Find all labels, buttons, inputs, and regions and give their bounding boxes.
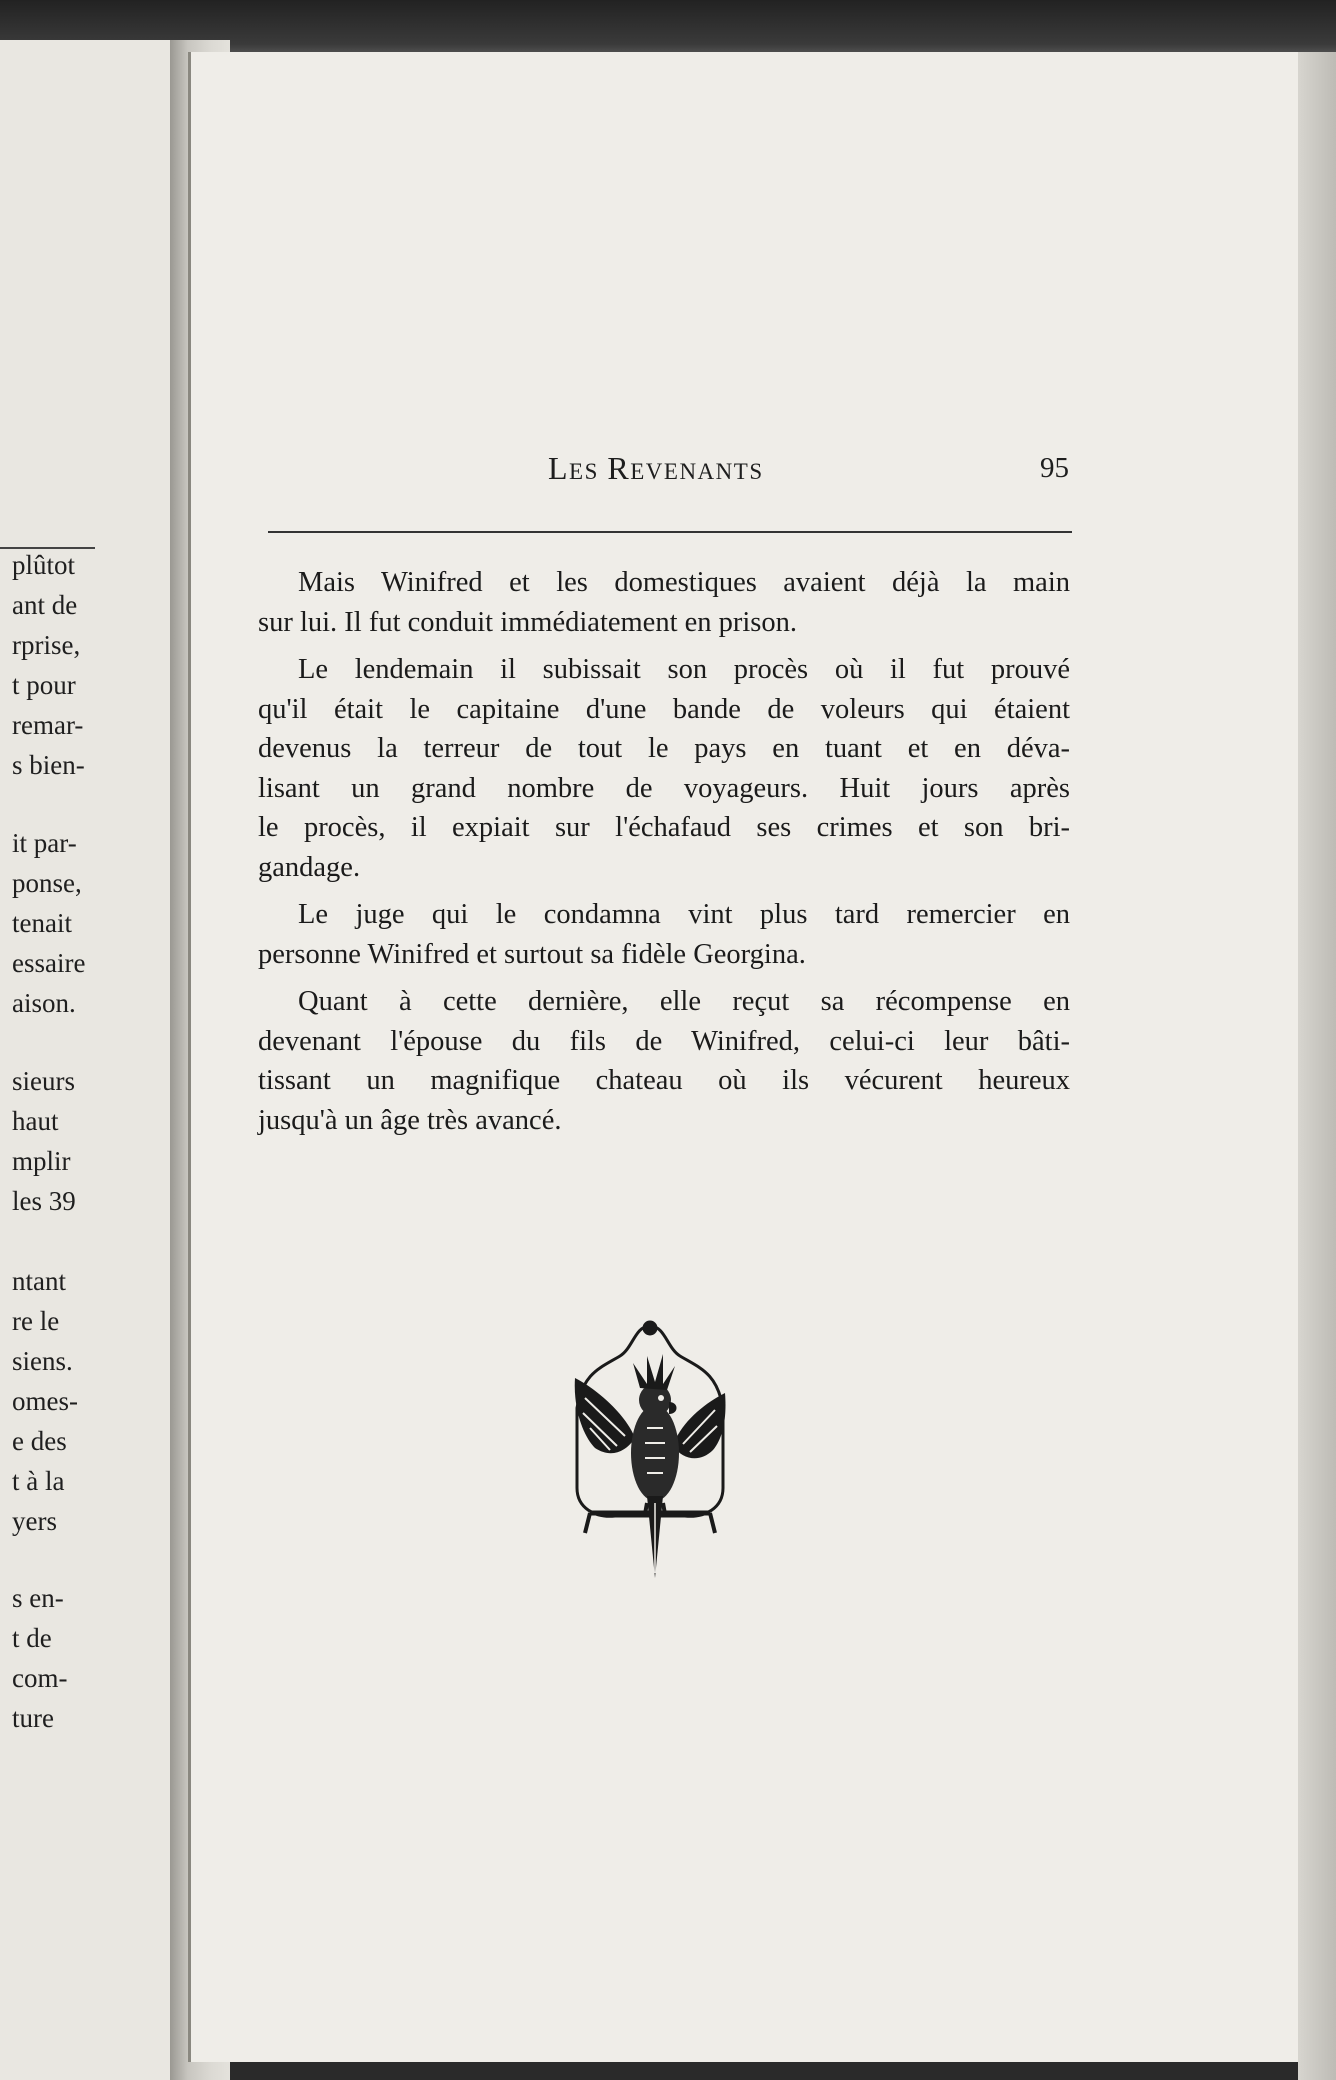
previous-page-line-fragment: t à la	[12, 1466, 65, 1496]
previous-page-line-fragment: ntant	[12, 1266, 66, 1296]
previous-page-line-fragment: tenait	[12, 908, 72, 938]
previous-page-line-fragment: yers	[12, 1506, 57, 1536]
previous-page-rule	[0, 547, 95, 549]
text-line: jusqu'à un âge très avancé.	[258, 1104, 562, 1136]
parrot-on-perch-icon	[555, 1318, 745, 1608]
previous-page-line-fragment: ant de	[12, 590, 78, 620]
paragraph	[258, 650, 1070, 887]
text-line: personne Winifred et surtout sa fidèle Georgina.	[258, 938, 806, 970]
body-text	[258, 563, 1070, 1140]
previous-page-line-fragment: ponse,	[12, 868, 82, 898]
running-head: LES REVENANTS	[548, 450, 764, 486]
text-line: devenant l'épouse du fils de Winifred, celui-ci leur bâti-	[258, 1025, 1070, 1057]
previous-page-line-fragment: it par-	[12, 828, 77, 858]
text-line: qu'il était le capitaine d'une bande de voleurs qui étaient	[258, 693, 1070, 725]
text-line: devenus la terreur de tout le pays en tuant et en déva-	[258, 733, 1070, 764]
previous-page-line-fragment: sieurs	[12, 1066, 75, 1096]
text-line: Le lendemain il subissait son procès où il fut prouvé	[298, 654, 1070, 685]
previous-page-line-fragment: plûtot	[12, 550, 76, 580]
header-rule	[268, 531, 1072, 533]
text-line: Quant à cette dernière, elle reçut sa récompense en	[298, 986, 1070, 1017]
previous-page-line-fragment: essaire	[12, 948, 86, 978]
previous-page-line-fragment: haut	[12, 1106, 59, 1136]
previous-page-line-fragment: t de	[12, 1623, 52, 1653]
page-number: 95	[1040, 452, 1069, 484]
text-line: tissant un magnifique chateau où ils vécurent heureux	[258, 1065, 1070, 1096]
previous-page-line-fragment: ture	[12, 1703, 54, 1733]
text-line: lisant un grand nombre de voyageurs. Huit jours après	[258, 772, 1070, 804]
previous-page-line-fragment: s bien-	[12, 750, 85, 780]
previous-page-line-fragment: s en-	[12, 1583, 64, 1613]
previous-page-line-fragment: re le	[12, 1306, 60, 1336]
previous-page-line-fragment: t pour	[12, 670, 76, 700]
previous-page-line-fragment: siens.	[12, 1346, 73, 1376]
text-line: Le juge qui le condamna vint plus tard remercier en	[298, 899, 1070, 930]
previous-page-line-fragment: com-	[12, 1663, 68, 1693]
paragraph	[258, 563, 1070, 642]
paragraph	[258, 982, 1070, 1140]
paragraph	[258, 895, 1070, 974]
page-edge	[1298, 52, 1336, 2080]
previous-page-line-fragment: aison.	[12, 988, 76, 1018]
text-line: Mais Winifred et les domestiques avaient déjà la main	[298, 567, 1070, 598]
previous-page-line-fragment: omes-	[12, 1386, 78, 1416]
previous-page-line-fragment: e des	[12, 1426, 67, 1456]
previous-page-line-fragment: remar-	[12, 710, 84, 740]
previous-page-line-fragment: les 39	[12, 1186, 76, 1216]
previous-page-line-fragment: mplir	[12, 1146, 71, 1176]
text-line: le procès, il expiait sur l'échafaud ses crimes et son bri-	[258, 812, 1070, 843]
text-line: gandage.	[258, 851, 361, 883]
text-line: sur lui. Il fut conduit immédiatement en prison.	[258, 606, 798, 638]
previous-page-line-fragment: rprise,	[12, 630, 81, 660]
